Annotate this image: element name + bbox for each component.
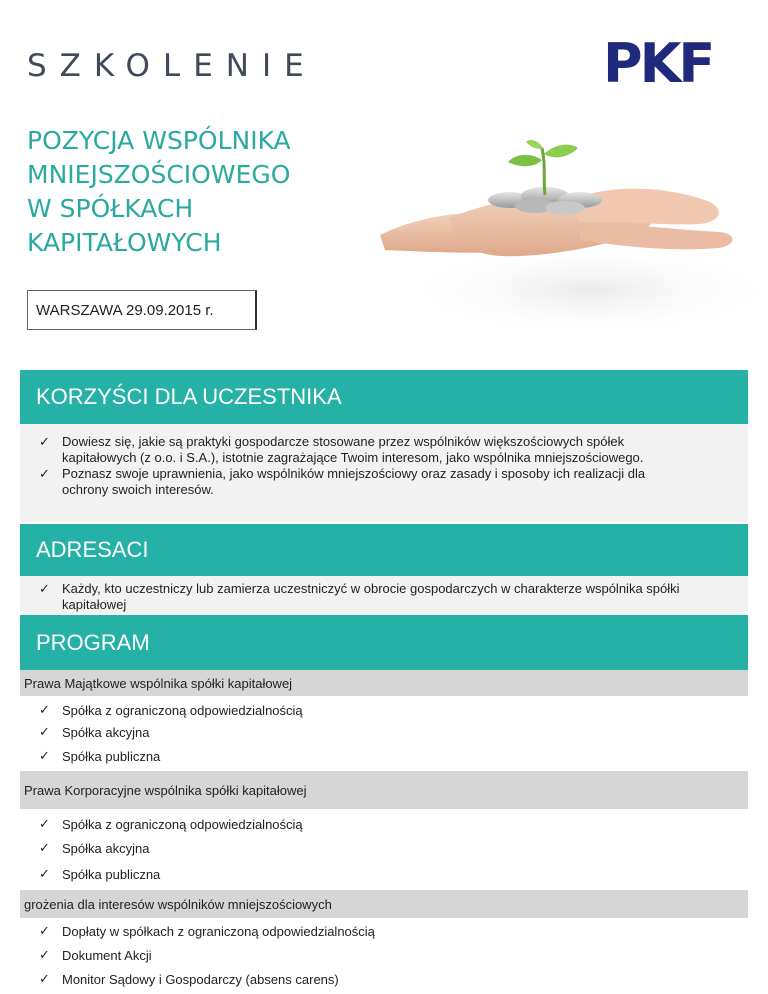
list-item — [20, 581, 748, 613]
benefits-list — [20, 424, 748, 522]
program-group-header: Prawa Majątkowe wspólnika spółki kapitałowej — [20, 670, 748, 696]
check-icon: ✓ — [39, 748, 50, 763]
check-icon: ✓ — [39, 466, 50, 481]
check-icon: ✓ — [39, 923, 50, 938]
check-icon: ✓ — [39, 947, 50, 962]
list-item — [20, 919, 748, 943]
check-icon: ✓ — [39, 581, 50, 596]
program-item-text: Spółka publiczna — [62, 748, 161, 764]
title-line: POZYCJA WSPÓLNIKA — [27, 126, 291, 155]
benefits-section-title: KORZYŚCI DLA UCZESTNIKA — [20, 370, 748, 424]
check-icon: ✓ — [39, 971, 50, 986]
program-item-text: Spółka akcyjna — [62, 840, 150, 856]
audience-text: Każdy, kto uczestniczy lub zamierza uczestniczyć w obrocie gospodarczych w charakterze wspólnika spółki kapitałowej — [62, 581, 680, 612]
program-group-header: Prawa Korporacyjne wspólnika spółki kapitałowej — [20, 771, 748, 809]
benefit-text: Dowiesz się, jakie są praktyki gospodarcze stosowane przez wspólników większościowych spółek kapitałowych (z o.o. i S.A.), istotnie zagrażające Twoim interesom, jako wspólnika mniejszościowego. — [62, 434, 644, 465]
audience-list — [20, 576, 748, 614]
pkf-logo — [603, 36, 731, 88]
check-icon: ✓ — [39, 434, 50, 449]
check-icon: ✓ — [39, 702, 50, 717]
training-title — [27, 124, 357, 260]
list-item — [20, 744, 748, 768]
page-heading: SZKOLENIE — [27, 48, 317, 84]
list-item — [20, 466, 748, 498]
program-item-text: Spółka publiczna — [62, 866, 161, 882]
benefit-text: Poznasz swoje uprawnienia, jako wspólników mniejszościowy oraz zasady i sposoby ich realizacji dla ochrony swoich interesów. — [62, 466, 646, 497]
list-item — [20, 434, 748, 466]
audience-section-title: ADRESACI — [20, 524, 748, 576]
check-icon: ✓ — [39, 866, 50, 881]
list-item — [20, 836, 748, 860]
list-item — [20, 720, 748, 744]
list-item — [20, 812, 748, 836]
pkf-logo-icon — [603, 36, 731, 88]
program-item-text: Dokument Akcji — [62, 947, 152, 963]
logo-text: PKF — [603, 36, 713, 88]
program-section-title: PROGRAM — [20, 615, 748, 670]
program-group-header: grożenia dla interesów wspólników mniejszościowych — [20, 890, 748, 918]
hand-with-coins-and-sprout-icon — [340, 140, 760, 340]
list-item — [20, 698, 748, 722]
title-line: MNIEJSZOŚCIOWEGO — [27, 160, 291, 189]
program-item-text: Spółka akcyjna — [62, 724, 150, 740]
check-icon: ✓ — [39, 840, 50, 855]
training-date: WARSZAWA 29.09.2015 r. — [27, 290, 257, 330]
list-item — [20, 967, 748, 991]
title-line: W SPÓŁKACH — [27, 194, 194, 223]
list-item — [20, 862, 748, 886]
program-item-text: Monitor Sądowy i Gospodarczy (absens carens) — [62, 971, 339, 987]
check-icon: ✓ — [39, 816, 50, 831]
check-icon: ✓ — [39, 724, 50, 739]
program-item-text: Spółka z ograniczoną odpowiedzialnością — [62, 816, 303, 832]
program-item-text: Spółka z ograniczoną odpowiedzialnością — [62, 702, 303, 718]
program-item-text: Dopłaty w spółkach z ograniczoną odpowiedzialnością — [62, 923, 375, 939]
list-item — [20, 943, 748, 967]
title-line: KAPITAŁOWYCH — [27, 228, 222, 257]
